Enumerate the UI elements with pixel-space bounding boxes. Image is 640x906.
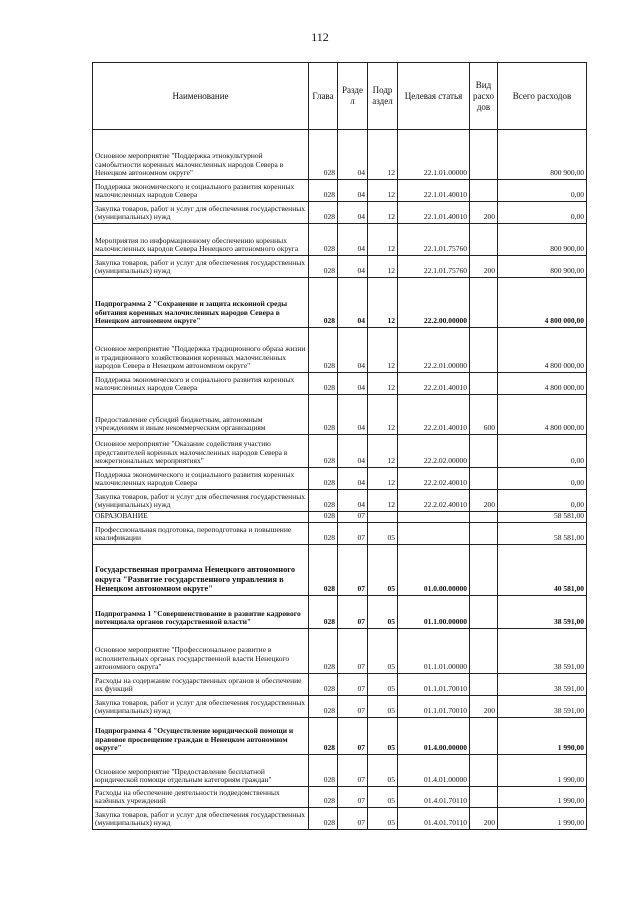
row-target: 01.4.01.70110: [398, 787, 470, 808]
row-subsection: 12: [368, 395, 398, 435]
row-target: 22.1.01.40010: [398, 180, 470, 202]
row-target: 22.2.01.40010: [398, 373, 470, 395]
row-subsection: 12: [368, 435, 398, 468]
page-number: 112: [311, 30, 329, 44]
row-name: Закупка товаров, работ и услуг для обеспечения государственных (муниципальных) нужд: [93, 202, 309, 224]
row-chapter: 028: [309, 545, 338, 596]
row-name: Основное мероприятие "Поддержка этнокультурной самобытности коренных малочисленных народов Севера в Ненецком автономном округе": [93, 130, 309, 180]
row-subsection: 12: [368, 256, 398, 278]
row-target: [398, 523, 470, 545]
row-total: 0,00: [498, 468, 587, 490]
row-name: Подпрограмма 4 "Осуществление юридической помощи и правовое просвещение граждан в Ненецком автономном округе": [93, 718, 309, 755]
row-name: Поддержка экономического и социального развития коренных малочисленных народов Севера: [93, 468, 309, 490]
row-subsection: 05: [368, 523, 398, 545]
row-section: 04: [338, 130, 368, 180]
row-name: Закупка товаров, работ и услуг для обеспечения государственных (муниципальных) нужд: [93, 490, 309, 512]
table-row: [93, 718, 587, 755]
row-chapter: 028: [309, 180, 338, 202]
row-section: 07: [338, 545, 368, 596]
row-type: [470, 328, 498, 373]
row-type: [470, 180, 498, 202]
row-section: 04: [338, 278, 368, 328]
row-target: 22.2.02.00000: [398, 435, 470, 468]
row-target: 22.2.00.00000: [398, 278, 470, 328]
row-subsection: 05: [368, 808, 398, 830]
row-chapter: 028: [309, 787, 338, 808]
row-type: [470, 373, 498, 395]
row-type: 200: [470, 808, 498, 830]
row-subsection: [368, 512, 398, 523]
row-name: Поддержка экономического и социального развития коренных малочисленных народов Севера: [93, 180, 309, 202]
row-chapter: 028: [309, 278, 338, 328]
row-total: 0,00: [498, 202, 587, 224]
row-name: Расходы на обеспечение деятельности подведомственных казённых учреждений: [93, 787, 309, 808]
row-total: 1 990,00: [498, 755, 587, 787]
row-type: [470, 674, 498, 696]
header-name: Наименование: [93, 63, 309, 130]
header-subsection: Подр аздел: [368, 63, 398, 130]
table-row: [93, 787, 587, 808]
row-total: 800 900,00: [498, 130, 587, 180]
row-total: 58 581,00: [498, 523, 587, 545]
row-target: 22.2.01.40010: [398, 395, 470, 435]
row-type: [470, 278, 498, 328]
row-chapter: 028: [309, 718, 338, 755]
row-type: [470, 596, 498, 629]
table-row: [93, 435, 587, 468]
row-target: [398, 512, 470, 523]
row-total: 800 900,00: [498, 224, 587, 256]
table-row: [93, 373, 587, 395]
row-section: 04: [338, 180, 368, 202]
row-subsection: 05: [368, 787, 398, 808]
row-total: 38 591,00: [498, 696, 587, 718]
row-type: 200: [470, 256, 498, 278]
header-total: Всего расходов: [498, 63, 587, 130]
row-total: 38 591,00: [498, 596, 587, 629]
row-name: Закупка товаров, работ и услуг для обеспечения государственных (муниципальных) нужд: [93, 696, 309, 718]
row-subsection: 05: [368, 629, 398, 674]
row-chapter: 028: [309, 674, 338, 696]
row-type: [470, 787, 498, 808]
row-subsection: 12: [368, 278, 398, 328]
row-section: 07: [338, 696, 368, 718]
row-subsection: 12: [368, 130, 398, 180]
row-type: [470, 718, 498, 755]
table-row: [93, 395, 587, 435]
row-type: [470, 523, 498, 545]
row-total: 1 990,00: [498, 787, 587, 808]
row-target: 01.4.00.00000: [398, 718, 470, 755]
row-total: 58 581,00: [498, 512, 587, 523]
row-total: 38 591,00: [498, 674, 587, 696]
table-row: [93, 629, 587, 674]
row-section: 04: [338, 490, 368, 512]
table-row: [93, 808, 587, 830]
row-target: 01.1.01.00000: [398, 629, 470, 674]
row-chapter: 028: [309, 512, 338, 523]
row-name: Основное мероприятие "Поддержка традиционного образа жизни и традиционного хозяйствования коренных малочисленных народов Севера в Ненецком автономном округе": [93, 328, 309, 373]
row-target: 22.1.01.75760: [398, 256, 470, 278]
row-target: 01.1.01.70010: [398, 696, 470, 718]
row-subsection: 05: [368, 545, 398, 596]
table-row: [93, 278, 587, 328]
table-row: [93, 468, 587, 490]
row-target: 01.4.01.00000: [398, 755, 470, 787]
row-subsection: 12: [368, 328, 398, 373]
row-total: 4 800 000,00: [498, 278, 587, 328]
row-chapter: 028: [309, 202, 338, 224]
row-type: [470, 545, 498, 596]
row-chapter: 028: [309, 755, 338, 787]
row-total: 4 800 000,00: [498, 395, 587, 435]
row-total: 40 581,00: [498, 545, 587, 596]
row-chapter: 028: [309, 696, 338, 718]
row-target: 22.2.01.00000: [398, 328, 470, 373]
row-name: Основное мероприятие "Профессиональное развитие в исполнительных органах государственной власти Ненецкого автономного округа": [93, 629, 309, 674]
row-chapter: 028: [309, 629, 338, 674]
row-name: Закупка товаров, работ и услуг для обеспечения государственных (муниципальных) нужд: [93, 256, 309, 278]
row-section: 07: [338, 808, 368, 830]
row-section: 04: [338, 328, 368, 373]
table-row: [93, 224, 587, 256]
row-chapter: 028: [309, 808, 338, 830]
row-total: 4 800 000,00: [498, 373, 587, 395]
row-type: 200: [470, 490, 498, 512]
row-subsection: 05: [368, 696, 398, 718]
table-row: [93, 130, 587, 180]
row-total: 1 990,00: [498, 808, 587, 830]
row-section: 04: [338, 395, 368, 435]
row-subsection: 05: [368, 755, 398, 787]
row-target: 01.0.00.00000: [398, 545, 470, 596]
header-chapter: Глава: [309, 63, 338, 130]
row-section: 07: [338, 787, 368, 808]
row-type: [470, 224, 498, 256]
row-type: [470, 755, 498, 787]
row-name: Основное мероприятие "Предоставление бесплатной юридической помощи отдельным категориям граждан": [93, 755, 309, 787]
row-section: 07: [338, 512, 368, 523]
row-name: Профессиональная подготовка, переподготовка и повышение квалификации: [93, 523, 309, 545]
table-row: [93, 523, 587, 545]
row-name: Основное мероприятие "Оказание содействия участию представителей коренных малочисленных народов Севера в межрегиональных мероприятиях": [93, 435, 309, 468]
row-subsection: 05: [368, 674, 398, 696]
row-section: 07: [338, 718, 368, 755]
row-name: Государственная программа Ненецкого автономного округа "Развитие государственного управления в Ненецком автономном округе": [93, 545, 309, 596]
row-name: Подпрограмма 2 "Сохранение и защита исконной среды обитания коренных малочисленных народов Севера в Ненецком автономном округе": [93, 278, 309, 328]
row-chapter: 028: [309, 468, 338, 490]
table-row: [93, 202, 587, 224]
row-chapter: 028: [309, 130, 338, 180]
table-row: [93, 512, 587, 523]
row-target: 22.1.01.75760: [398, 224, 470, 256]
row-chapter: 028: [309, 328, 338, 373]
row-name: Расходы на содержание государственных органов и обеспечение их функций: [93, 674, 309, 696]
row-total: 0,00: [498, 490, 587, 512]
row-total: 0,00: [498, 435, 587, 468]
row-section: 04: [338, 202, 368, 224]
row-target: 01.1.00.00000: [398, 596, 470, 629]
row-total: 0,00: [498, 180, 587, 202]
row-name: Поддержка экономического и социального развития коренных малочисленных народов Севера: [93, 373, 309, 395]
row-type: 200: [470, 202, 498, 224]
row-section: 04: [338, 435, 368, 468]
row-chapter: 028: [309, 224, 338, 256]
row-chapter: 028: [309, 395, 338, 435]
row-section: 07: [338, 596, 368, 629]
row-section: 07: [338, 629, 368, 674]
row-target: 22.1.01.40010: [398, 202, 470, 224]
row-subsection: 12: [368, 468, 398, 490]
table-row: [93, 755, 587, 787]
row-subsection: 12: [368, 373, 398, 395]
row-type: 200: [470, 696, 498, 718]
row-chapter: 028: [309, 435, 338, 468]
row-target: 01.1.01.70010: [398, 674, 470, 696]
table-row: [93, 596, 587, 629]
table-row: [93, 674, 587, 696]
table-row: [93, 256, 587, 278]
row-subsection: 05: [368, 596, 398, 629]
row-section: 04: [338, 256, 368, 278]
row-section: 04: [338, 373, 368, 395]
row-total: 38 591,00: [498, 629, 587, 674]
row-chapter: 028: [309, 596, 338, 629]
row-section: 07: [338, 523, 368, 545]
row-total: 1 990,00: [498, 718, 587, 755]
row-name: Закупка товаров, работ и услуг для обеспечения государственных (муниципальных) нужд: [93, 808, 309, 830]
row-target: 22.2.02.40010: [398, 468, 470, 490]
row-type: [470, 629, 498, 674]
row-target: 01.4.01.70110: [398, 808, 470, 830]
table-header-row: [93, 63, 587, 130]
row-total: 4 800 000,00: [498, 328, 587, 373]
row-chapter: 028: [309, 523, 338, 545]
row-chapter: 028: [309, 373, 338, 395]
row-type: [470, 435, 498, 468]
row-name: Мероприятия по информационному обеспечению коренных малочисленных народов Севера Ненецкого автономного округа: [93, 224, 309, 256]
row-type: [470, 130, 498, 180]
row-subsection: 12: [368, 224, 398, 256]
row-name: Предоставление субсидий бюджетным, автономным учреждениям и иным некоммерческим организациям: [93, 395, 309, 435]
row-subsection: 12: [368, 180, 398, 202]
header-target: Целевая статья: [398, 63, 470, 130]
table-row: [93, 696, 587, 718]
row-subsection: 12: [368, 490, 398, 512]
table-row: [93, 545, 587, 596]
row-subsection: 12: [368, 202, 398, 224]
row-chapter: 028: [309, 490, 338, 512]
row-chapter: 028: [309, 256, 338, 278]
row-section: 07: [338, 674, 368, 696]
table-row: [93, 490, 587, 512]
row-name: ОБРАЗОВАНИЕ: [93, 512, 309, 523]
row-target: 22.2.02.40010: [398, 490, 470, 512]
row-section: 04: [338, 224, 368, 256]
row-section: 07: [338, 755, 368, 787]
budget-table: [92, 62, 587, 830]
row-type: 600: [470, 395, 498, 435]
row-type: [470, 468, 498, 490]
row-section: 04: [338, 468, 368, 490]
row-subsection: 05: [368, 718, 398, 755]
table-row: [93, 328, 587, 373]
table-row: [93, 180, 587, 202]
row-type: [470, 512, 498, 523]
header-section: Разде л: [338, 63, 368, 130]
row-target: 22.1.01.00000: [398, 130, 470, 180]
header-type: Вид расхо дов: [470, 63, 498, 130]
row-total: 800 900,00: [498, 256, 587, 278]
row-name: Подпрограмма 1 "Совершенствование в развитие кадрового потенциала органов государственной власти": [93, 596, 309, 629]
